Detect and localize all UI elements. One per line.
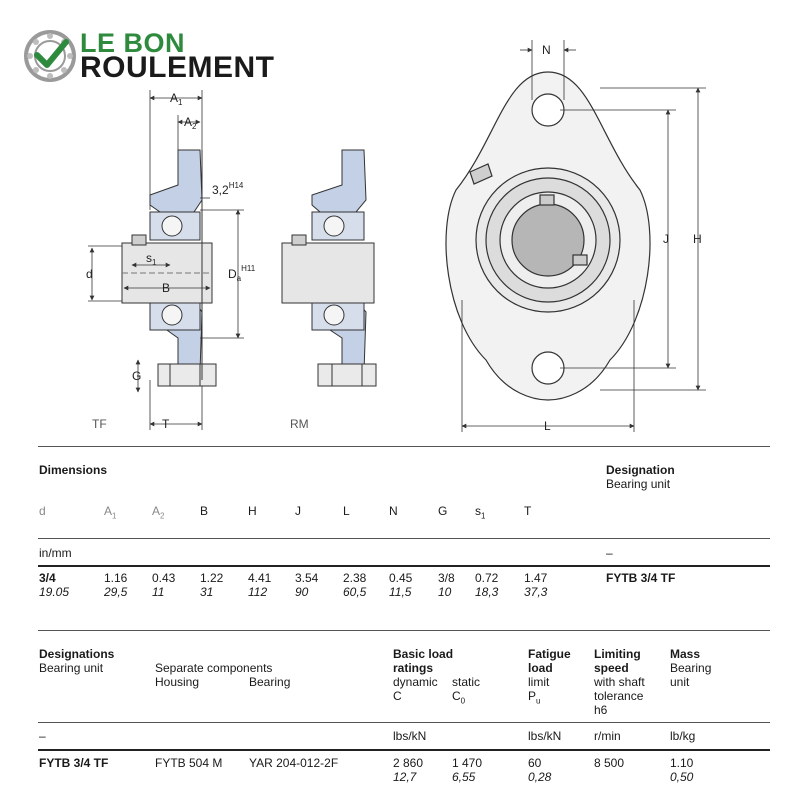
dynamic-header: dynamic C — [393, 675, 438, 703]
val-g-inch: 3/8 — [438, 571, 455, 585]
row-c0-lbs: 1 470 — [452, 756, 483, 770]
units-dash: – — [606, 546, 613, 560]
col-t: T — [524, 504, 532, 518]
col-s1: $s_1$ — [475, 504, 486, 521]
val-n-inch: 0.45 — [389, 571, 413, 585]
separate-components-header: Separate components — [155, 661, 273, 675]
brand-line2: ROULEMENT — [80, 51, 275, 84]
val-t-inch: 1.47 — [524, 571, 548, 585]
label-h: H — [693, 232, 702, 246]
val-l-mm: 60,5 — [343, 585, 367, 599]
fatigue-header: Fatigue load — [528, 647, 571, 675]
label-s1: $s_1$ — [146, 251, 157, 267]
divider — [38, 630, 770, 631]
val-n-mm: 11,5 — [389, 585, 412, 599]
val-d-mm: 19.05 — [39, 585, 70, 599]
designations-title: Designations — [39, 647, 115, 661]
unit-load: lbs/kN — [393, 729, 427, 743]
label-t: T — [162, 417, 170, 431]
label-da: $D_a^{H11}$ — [228, 264, 256, 283]
divider — [38, 538, 770, 539]
label-n: N — [542, 43, 551, 57]
val-a1-inch: 1.16 — [104, 571, 128, 585]
fatigue-limit-header: limit — [528, 675, 550, 689]
col-h: H — [248, 504, 257, 518]
label-a1: $A_1$ — [170, 91, 183, 107]
label-3-2: $3,2^{H14}$ — [212, 181, 244, 197]
col-j: J — [295, 504, 301, 518]
bearing-header: Bearing — [249, 675, 291, 689]
label-tf: TF — [92, 417, 107, 431]
val-d-inch: 3/4 — [39, 571, 56, 585]
val-j-mm: 90 — [295, 585, 309, 599]
limiting-speed-header: Limiting speed — [594, 647, 641, 675]
val-s1-inch: 0.72 — [475, 571, 499, 585]
row-c0-kn: 6,55 — [452, 770, 476, 784]
col-b: B — [200, 504, 209, 518]
housing-header: Housing — [155, 675, 200, 689]
val-h-inch: 4.41 — [248, 571, 272, 585]
brand-line1: LE BON — [80, 28, 186, 58]
divider — [38, 446, 770, 447]
row-mass-lb: 1.10 — [670, 756, 694, 770]
row-c-kn: 12,7 — [393, 770, 417, 784]
mass-sub: Bearing unit — [670, 661, 712, 689]
label-j: J — [663, 232, 669, 246]
val-b-inch: 1.22 — [200, 571, 224, 585]
row-housing: FYTB 504 M — [155, 756, 223, 770]
col-n: N — [389, 504, 398, 518]
row-mass-kg: 0,50 — [670, 770, 694, 784]
col-g: G — [438, 504, 448, 518]
label-a2: $A_2$ — [184, 115, 197, 131]
mass-header: Mass — [670, 647, 701, 661]
designation-title: Designation — [606, 463, 675, 477]
label-g: G — [132, 369, 142, 383]
val-b-mm: 31 — [200, 585, 214, 599]
col-a2: $A_2$ — [152, 504, 165, 521]
static-header: static — [452, 675, 481, 689]
row-unit: FYTB 3/4 TF — [39, 756, 109, 770]
val-s1-mm: 18,3 — [475, 585, 499, 599]
label-b: B — [162, 281, 171, 295]
row-pu-lbs: 60 — [528, 756, 542, 770]
val-a1-mm: 29,5 — [104, 585, 128, 599]
label-rm: RM — [290, 417, 309, 431]
side-view-rm — [282, 150, 376, 386]
val-a2-mm: 11 — [152, 585, 165, 599]
units-dash-2: – — [39, 729, 46, 743]
limiting-speed-sub: with shaft tolerance h6 — [594, 675, 645, 717]
val-l-inch: 2.38 — [343, 571, 367, 585]
basic-load-header: Basic load ratings — [393, 647, 454, 675]
row-c-lbs: 2 860 — [393, 756, 424, 770]
val-h-mm: 112 — [248, 585, 268, 599]
val-a2-inch: 0.43 — [152, 571, 176, 585]
fatigue-symbol: $P_u$ — [528, 689, 541, 706]
front-view — [446, 72, 650, 400]
val-j-inch: 3.54 — [295, 571, 319, 585]
unit-mass: lb/kg — [670, 729, 696, 743]
row-bearing: YAR 204-012-2F — [249, 756, 339, 770]
divider — [38, 749, 770, 751]
col-a1: $A_1$ — [104, 504, 117, 521]
divider — [38, 722, 770, 723]
col-l: L — [343, 504, 350, 518]
unit-speed: r/min — [594, 729, 621, 743]
val-g-mm: 10 — [438, 585, 452, 599]
label-l: L — [544, 419, 551, 433]
designation-value: FYTB 3/4 TF — [606, 571, 676, 585]
row-speed: 8 500 — [594, 756, 625, 770]
divider — [38, 565, 770, 567]
row-pu-kn: 0,28 — [528, 770, 552, 784]
static-symbol: $C_0$ — [452, 689, 466, 706]
units-label: in/mm — [39, 546, 72, 560]
side-view-tf — [122, 150, 216, 386]
val-t-mm: 37,3 — [524, 585, 548, 599]
bearing-unit-header: Bearing unit — [39, 661, 104, 675]
designation-sub: Bearing unit — [606, 477, 671, 491]
dimensions-title: Dimensions — [39, 463, 108, 477]
col-d: d — [39, 504, 46, 518]
unit-fatigue: lbs/kN — [528, 729, 562, 743]
label-d: d — [86, 267, 93, 281]
